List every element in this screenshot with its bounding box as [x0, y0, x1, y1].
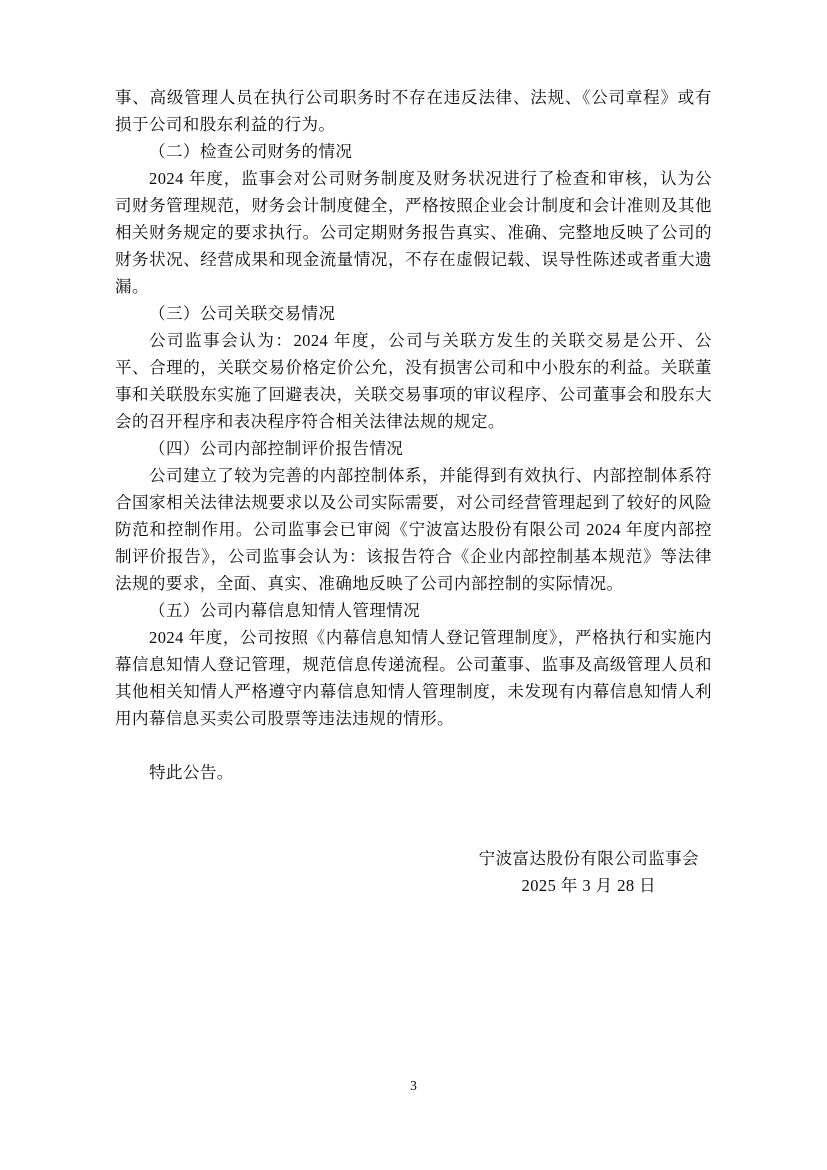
signature-block [115, 845, 699, 899]
section-heading-4: （四）公司内部控制评价报告情况 [149, 439, 404, 458]
signature-company: 宁波富达股份有限公司监事会 [478, 849, 699, 868]
closing-statement: 特此公告。 [149, 763, 234, 782]
paragraph-section-4: 公司建立了较为完善的内部控制体系，并能得到有效执行、内部控制体系符合国家相关法律法规要求以及公司实际需要，对公司经营管理起到了较好的风险防范和控制作用。公司监事会已审阅《宁波富达股份有限公司 2024 年度内部控制评价报告》，公司监事会认为：该报告符合《企业内部控制基本规范》等法律法规的要求，全面、真实、准确地反映了公司内部控制的实际情况。 [115, 466, 712, 593]
section-heading-3: （三）公司关联交易情况 [149, 304, 336, 323]
section-heading-5: （五）公司内幕信息知情人管理情况 [149, 601, 421, 620]
document-body [115, 84, 712, 899]
paragraph-section-2: 2024 年度，监事会对公司财务制度及财务状况进行了检查和审核，认为公司财务管理规范，财务会计制度健全，严格按照企业会计制度和会计准则及其他相关财务规定的要求执行。公司定期财务报告真实、准确、完整地反映了公司的财务状况、经营成果和现金流量情况，不存在虚假记载、误导性陈述或者重大遗漏。 [115, 169, 712, 296]
paragraph-section-5: 2024 年度，公司按照《内幕信息知情人登记管理制度》，严格执行和实施内幕信息知情人登记管理，规范信息传递流程。公司董事、监事及高级管理人员和其他相关知情人严格遵守内幕信息知情人管理制度，未发现有内幕信息知情人利用内幕信息买卖公司股票等违法违规的情形。 [115, 628, 712, 728]
section-heading-2: （二）检查公司财务的情况 [149, 142, 353, 161]
paragraph-continuation: 事、高级管理人员在执行公司职务时不存在违反法律、法规、《公司章程》或有损于公司和股东利益的行为。 [115, 88, 712, 134]
signature-inner [479, 845, 699, 899]
signature-date: 2025 年 3 月 28 日 [521, 876, 657, 895]
paragraph-section-3: 公司监事会认为：2024 年度，公司与关联方发生的关联交易是公开、公平、合理的，关联交易价格定价公允，没有损害公司和中小股东的利益。关联董事和关联股东实施了回避表决，关联交易事项的审议程序、公司董事会和股东大会的召开程序和表决程序符合相关法律法规的规定。 [115, 331, 712, 431]
page-number: 3 [410, 1078, 417, 1093]
